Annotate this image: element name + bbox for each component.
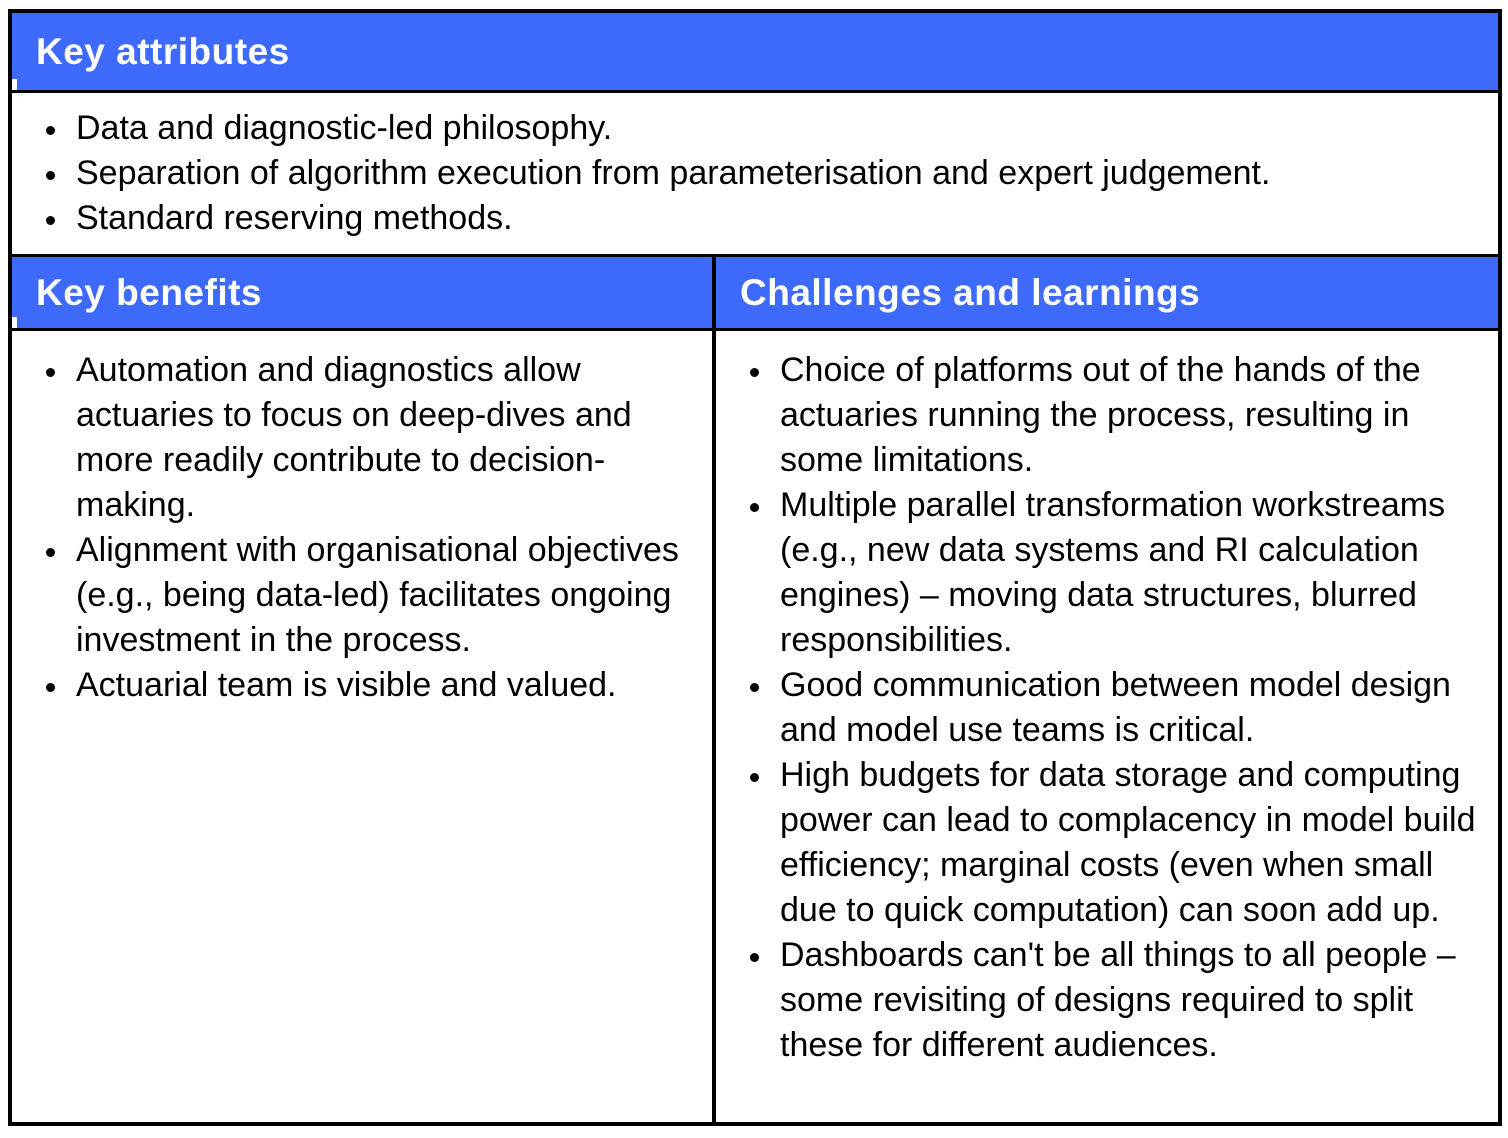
header-notch-artifact (12, 317, 17, 328)
key-benefits-title: Key benefits (36, 271, 263, 313)
key-benefits-body (12, 331, 712, 1122)
list-item: • Alignment with organisational objectives (e.g., being data-led) facilitates ongoing investment in the process. (70, 528, 702, 663)
key-benefits-header (12, 257, 712, 328)
challenges-header (712, 257, 1498, 328)
summary-table (8, 9, 1502, 1126)
columns-body-row (12, 331, 1498, 1122)
challenges-body (712, 331, 1498, 1122)
key-attributes-header (12, 13, 1498, 93)
list-item: • Good communication between model design and model use teams is critical. (774, 663, 1488, 753)
list-item: • Actuarial team is visible and valued. (70, 663, 702, 708)
key-attributes-title: Key attributes (36, 30, 290, 72)
columns-header-row (12, 257, 1498, 331)
list-item: • Standard reserving methods. (70, 196, 1488, 241)
list-item: • High budgets for data storage and computing power can lead to complacency in model build efficiency; marginal costs (even when small due to quick computation) can soon add up. (774, 753, 1488, 933)
list-item: • Separation of algorithm execution from parameterisation and expert judgement. (70, 151, 1488, 196)
key-attributes-body (12, 93, 1498, 257)
key-benefits-list (12, 331, 712, 721)
challenges-title: Challenges and learnings (740, 271, 1201, 313)
list-item: • Dashboards can't be all things to all people – some revisiting of designs required to split these for different audiences. (774, 933, 1488, 1068)
header-notch-artifact (12, 79, 17, 90)
key-attributes-list (12, 93, 1498, 254)
list-item: • Choice of platforms out of the hands of the actuaries running the process, resulting in some limitations. (774, 348, 1488, 483)
list-item: • Multiple parallel transformation workstreams (e.g., new data systems and RI calculation engines) – moving data structures, blurred responsibilities. (774, 483, 1488, 663)
list-item: • Automation and diagnostics allow actuaries to focus on deep-dives and more readily contribute to decision-making. (70, 348, 702, 528)
challenges-list (716, 331, 1498, 1081)
list-item: • Data and diagnostic-led philosophy. (70, 106, 1488, 151)
